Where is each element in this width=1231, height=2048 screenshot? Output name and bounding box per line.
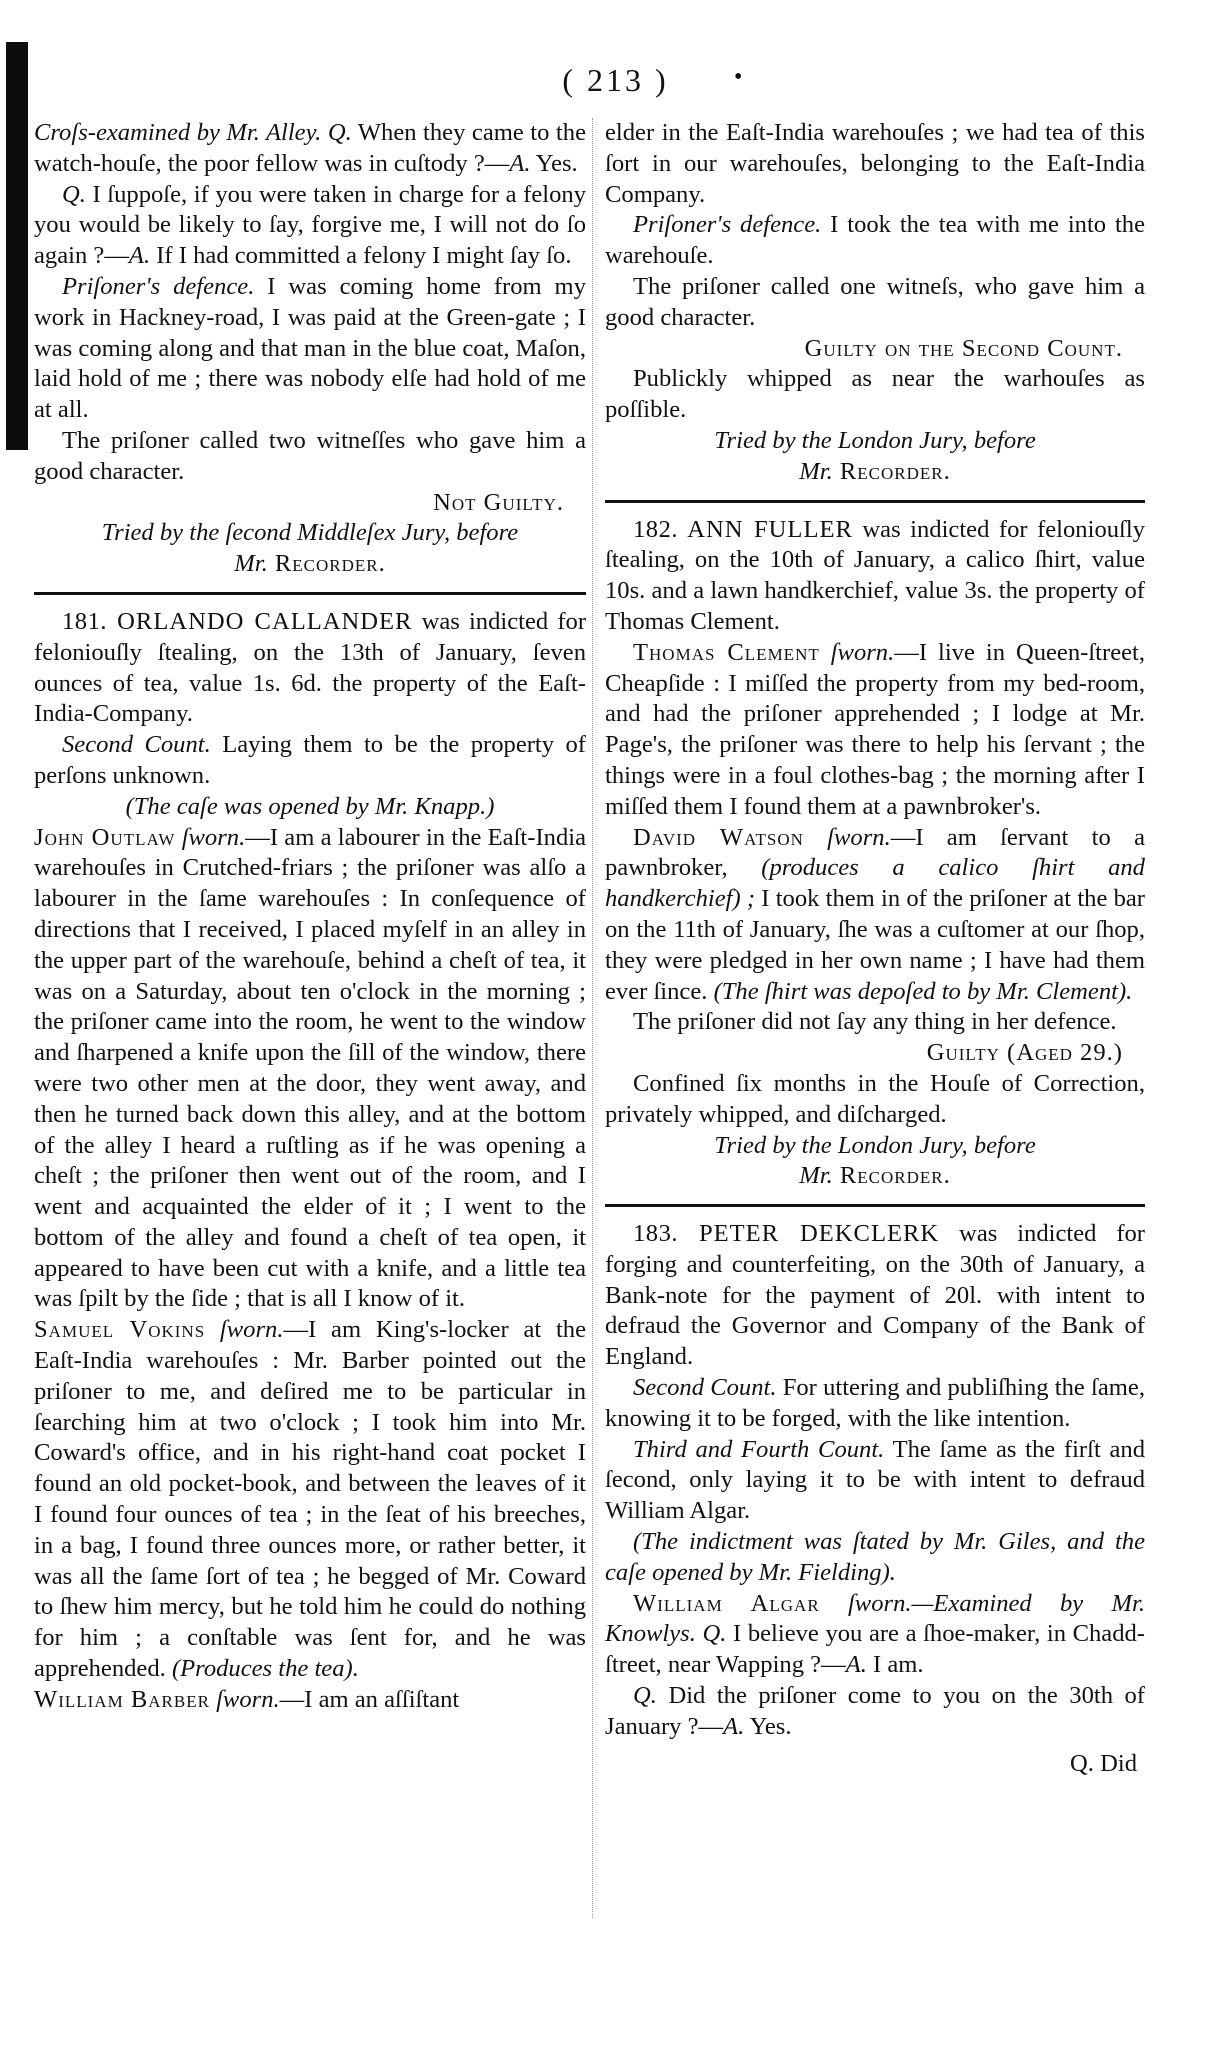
left-column [34,118,586,1716]
page-header [0,62,1231,99]
witness-vokins: Samuel Vokins ſworn.—I am King's-locker at the Eaſt-India warehouſes : Mr. Barber pointed out the priſoner to me, and deſired me to be particular in ſearching him at two o'clock ; I took him into Mr. Coward's office, and in his right-hand coat pocket I found an old pocket-book, and between the leaves of it I found four ounces of tea ; in the ſeat of his breeches, in a bag, I found three ounces more, or rather better, it was all the ſame ſort of tea ; he begged of Mr. Coward to ſhew him mercy, but he told him he could do nothing for him ; a conſtable was ſent for, and he was apprehended. (Produces the tea). [34,1316,587,1683]
case-181: 181. ORLANDO CALLANDER was indicted for feloniouſly ſtealing, on the 13th of January, ſeven ounces of tea, value 1s. 6d. the property of the Eaſt-India-Company. [34,607,587,728]
case-opened-note: (The caſe was opened by Mr. Knapp.) [125,792,495,820]
second-count: Second Count. Laying them to be the property of perſons unknown. [34,731,586,789]
witness-outlaw: John Outlaw ſworn.—I am a labourer in the Eaſt-India warehouſes in Crutched-friars ; the priſoner was alſo a labourer in the ſame warehouſes : In conſequence of directions that I received, I placed myſelf in an alley in the upper part of the warehouſe, behind a cheſt of tea, it was on a Saturday, about ten o'clock in the morning ; the priſoner came into the room, he went to the window and ſharpened a knife upon the ſill of the window, there were two other men at the door, they went away, and then he turned back down this alley, and at the bottom of the alley I heard a ruſtling as if he was opening a cheſt ; the priſoner then went out of the room, and I went and acquainted the elder of it ; I went to the bottom of the alley and found a cheſt of tea open, it appeared to have been cut with a knife, and a little tea was ſpilt by the ſide ; that is all I know of it. [34,823,586,1313]
witness-watson: David Watson ſworn.—I am ſervant to a pawnbroker, (produces a calico ſhirt and handkerchief) ; I took them in of the priſoner at the bar on the 11th of January, ſhe was a cuſtomer at our ſhop, they were pledged in her own name ; I have had them ever ſince. (The ſhirt was depoſed to by Mr. Clement). [605,823,1145,1005]
witness-clement: Thomas Clement ſworn.—I live in Queen-ſtreet, Cheapſide : I miſſed the property from my bed-room, and had the priſoner apprehended ; I lodge at Mr. Page's, the priſoner was there to help his ſervant ; the things were in a foul clothes-bag ; the morning after I miſſed them I found them at a pawnbroker's. [605,638,1146,820]
tried-by: Tried by the ſecond Middleſex Jury, before Mr. Recorder. [101,519,519,578]
case-divider [34,592,586,595]
third-fourth-count: Third and Fourth Count. The ſame as the firſt and ſecond, only laying it to be with intent to defraud William Algar. [605,1435,1145,1525]
page-number: ( 213 ) [562,62,669,98]
case-divider [605,500,1145,503]
case-183: 183. PETER DEKCLERK was indicted for forging and counterfeiting, on the 30th of January, a Bank-note for the payment of 20l. with intent to defraud the Governor and Company of the Bank of England. [605,1220,1145,1371]
column-rule [592,118,593,1918]
case-divider [605,1204,1145,1207]
sentence: Confined ſix months in the Houſe of Correction, privately whipped, and diſcharged. [605,1069,1145,1128]
tried-by: Tried by the London Jury, before Mr. Recorder. [714,426,1036,485]
witness-algar: William Algar ſworn.—Examined by Mr. Knowlys. Q. I believe you are a ſhoe-maker, in Chadd-ſtreet, near Wapping ?—A. I am. [605,1589,1146,1679]
right-column [605,118,1145,1779]
catchword: Q. Did [1070,1749,1137,1777]
question-paragraph: Q. Did the priſoner come to you on the 30th of January ?—A. Yes. [605,1682,1145,1740]
margin-bar [6,42,28,450]
question-paragraph: Q. I ſuppoſe, if you were taken in charge for a felony you would be likely to ſay, forgive me, I will not do ſo again ?—A. If I had committed a felony I might ſay ſo. [34,180,586,270]
prisoner-defence: Priſoner's defence. I took the tea with me into the warehouſe. [605,211,1146,270]
indictment-stated-note: (The indictment was ſtated by Mr. Giles, and the caſe opened by Mr. Fielding). [605,1528,1145,1586]
verdict: Not Guilty. [433,488,564,516]
prisoner-defence: Priſoner's defence. I was coming home from my work in Hackney-road, I was paid at the Green-gate ; I was coming along and that man in the blue coat, Maſon, laid hold of me ; there was nobody elſe had hold of me at all. [34,272,586,424]
verdict: Guilty (Aged 29.) [926,1039,1123,1067]
second-count: Second Count. For uttering and publiſhing the ſame, knowing it to be forged, with the like intention. [605,1374,1145,1432]
verdict: Guilty on the Second Count. [804,334,1123,362]
header-mark: • [734,64,746,90]
sentence: Publickly whipped as near the warhouſes as poſſible. [605,365,1145,424]
witness-barber: William Barber ſworn.—I am an aſſiſtant [34,1685,460,1713]
tried-by: Tried by the London Jury, before Mr. Recorder. [714,1131,1036,1190]
case-182: 182. ANN FULLER was indicted for feloniouſly ſtealing, on the 10th of January, a calico ſhirt, value 10s. and a lawn handkerchief, value 3s. the property of Thomas Clement. [605,515,1145,635]
cross-examination: Croſs-examined by Mr. Alley. Q. When they came to the watch-houſe, the poor fellow was in cuſtody ?—A. Yes. [34,119,586,177]
witness-note: The priſoner called two witneſſes who gave him a good character. [34,426,586,485]
no-defence-note: The priſoner did not ſay any thing in her defence. [633,1008,1117,1036]
witness-note: The priſoner called one witneſs, who gave him a good character. [605,272,1145,331]
continued-testimony: elder in the Eaſt-India warehouſes ; we had tea of this ſort in our warehouſes, belonging to the Eaſt-India Company. [605,119,1145,208]
